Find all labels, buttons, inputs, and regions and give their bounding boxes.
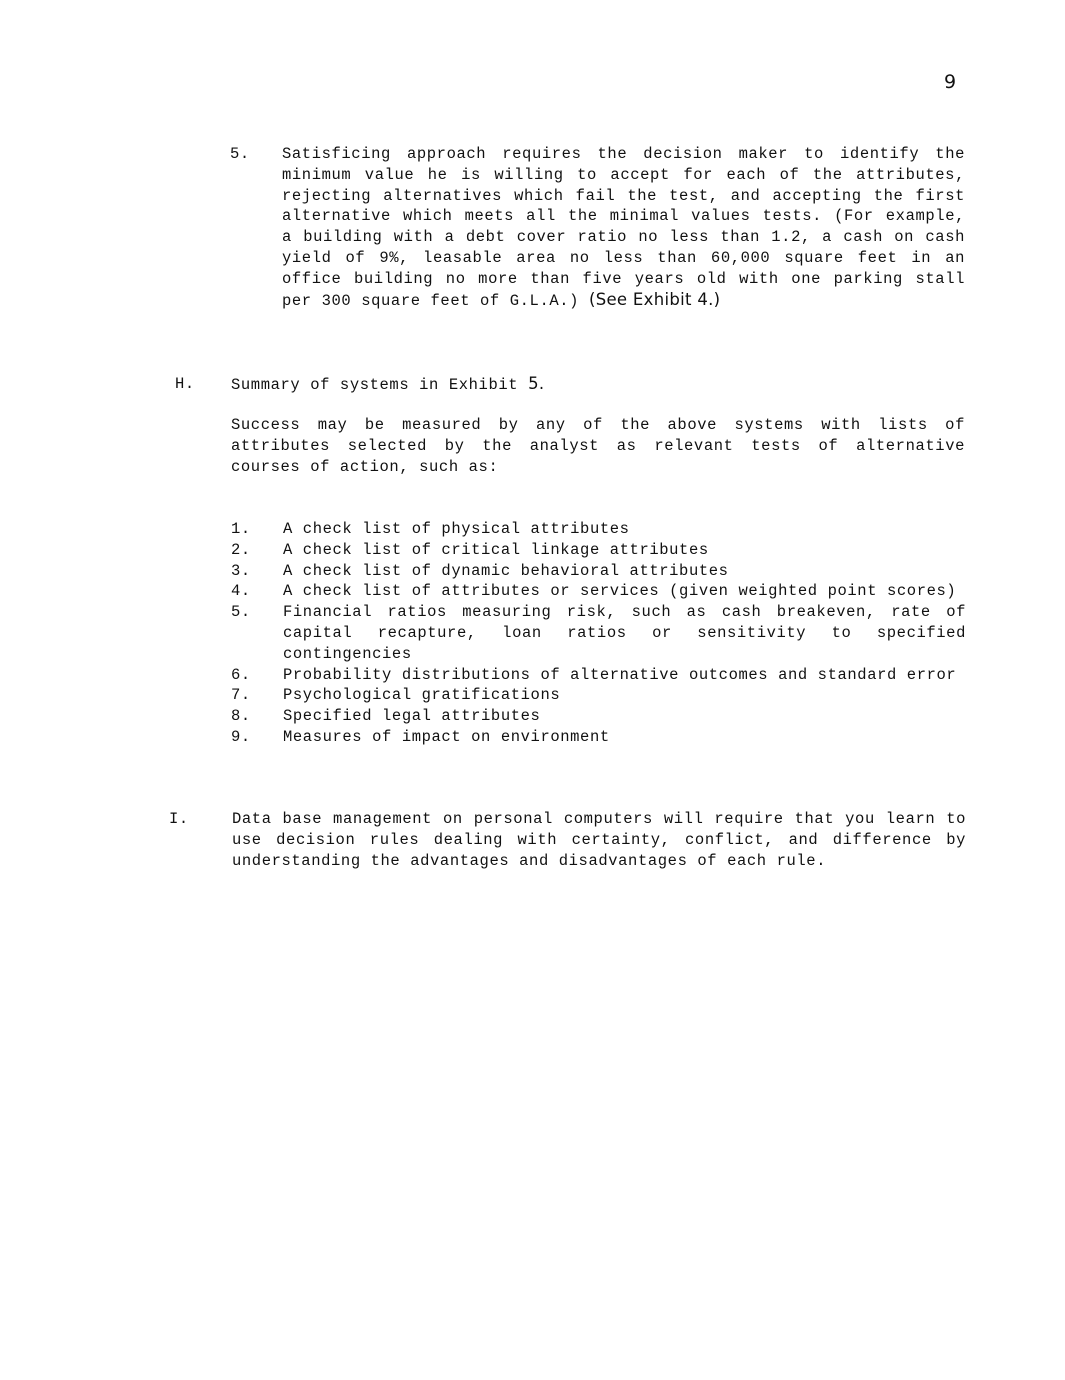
list-item-number: 8.	[231, 707, 251, 726]
list-item-text: Probability distributions of alternative outcomes and standard error	[283, 665, 957, 684]
list-item-number: 4.	[231, 582, 251, 601]
list-item-text: A check list of dynamic behavioral attributes	[283, 561, 729, 580]
list-item-text: A check list of physical attributes	[283, 520, 630, 538]
list-item-number: 7.	[231, 686, 251, 705]
list-item	[231, 665, 966, 686]
list-item-text: A check list of attributes or services (given weighted point scores)	[283, 582, 957, 601]
item-5-marker: 5.	[230, 145, 250, 163]
item-5-exhibit-reference: (See Exhibit 4.)	[588, 289, 721, 309]
list-item-number: 2.	[231, 540, 251, 559]
attribute-list	[231, 519, 966, 748]
list-item	[231, 561, 966, 582]
section-h-heading-text: Summary of systems in Exhibit	[231, 376, 519, 394]
list-item	[231, 540, 966, 561]
section-h-paragraph: Success may be measured by any of the above systems with lists of attributes selected by the analyst as relevant tests of alternative courses of action, such as:	[231, 416, 965, 476]
list-item	[231, 706, 966, 727]
list-item	[231, 519, 966, 540]
section-i-marker: I.	[169, 810, 189, 828]
section-h-heading	[231, 374, 544, 396]
list-item-text: Financial ratios measuring risk, such as cash breakeven, rate of capital recapture, loan ratios or sensitivity to specified contingencies	[283, 603, 966, 663]
list-item-number: 6.	[231, 665, 251, 684]
list-item-number: 1.	[231, 520, 251, 538]
list-item	[231, 581, 966, 602]
list-item-text: Specified legal attributes	[283, 707, 541, 726]
list-item	[231, 602, 966, 664]
list-item-text: A check list of critical linkage attributes	[283, 540, 709, 559]
section-h-heading-exhibit: 5.	[528, 374, 545, 393]
list-item-text: Measures of impact on environment	[283, 727, 610, 746]
item-5-text: Satisficing approach requires the decision maker to identify the minimum value he is willing to accept for each of the attributes, rejecting alternatives which fail the test, and accepting the first alternative which meets all the minimal values tests. (For example, a building with a debt cover ratio no less than 1.2, a cash on cash yield of 9%, leasable area no less than 60,000 square feet in an office building no more than five years old with one parking stall per 300 square feet of G.L.A.)	[282, 145, 965, 310]
item-5-paragraph	[282, 144, 965, 311]
list-item-text: Psychological gratifications	[283, 686, 561, 705]
list-item	[231, 685, 966, 706]
list-item-number: 3.	[231, 561, 251, 580]
section-i-paragraph: Data base management on personal computers will require that you learn to use decision rules dealing with certainty, conflict, and difference by understanding the advantages and disadvantages of each rule.	[232, 810, 966, 870]
list-item-number: 5.	[231, 603, 251, 622]
list-item	[231, 727, 966, 748]
list-item-number: 9.	[231, 727, 251, 746]
section-h-marker: H.	[175, 375, 195, 393]
page-number: 9	[944, 71, 957, 93]
